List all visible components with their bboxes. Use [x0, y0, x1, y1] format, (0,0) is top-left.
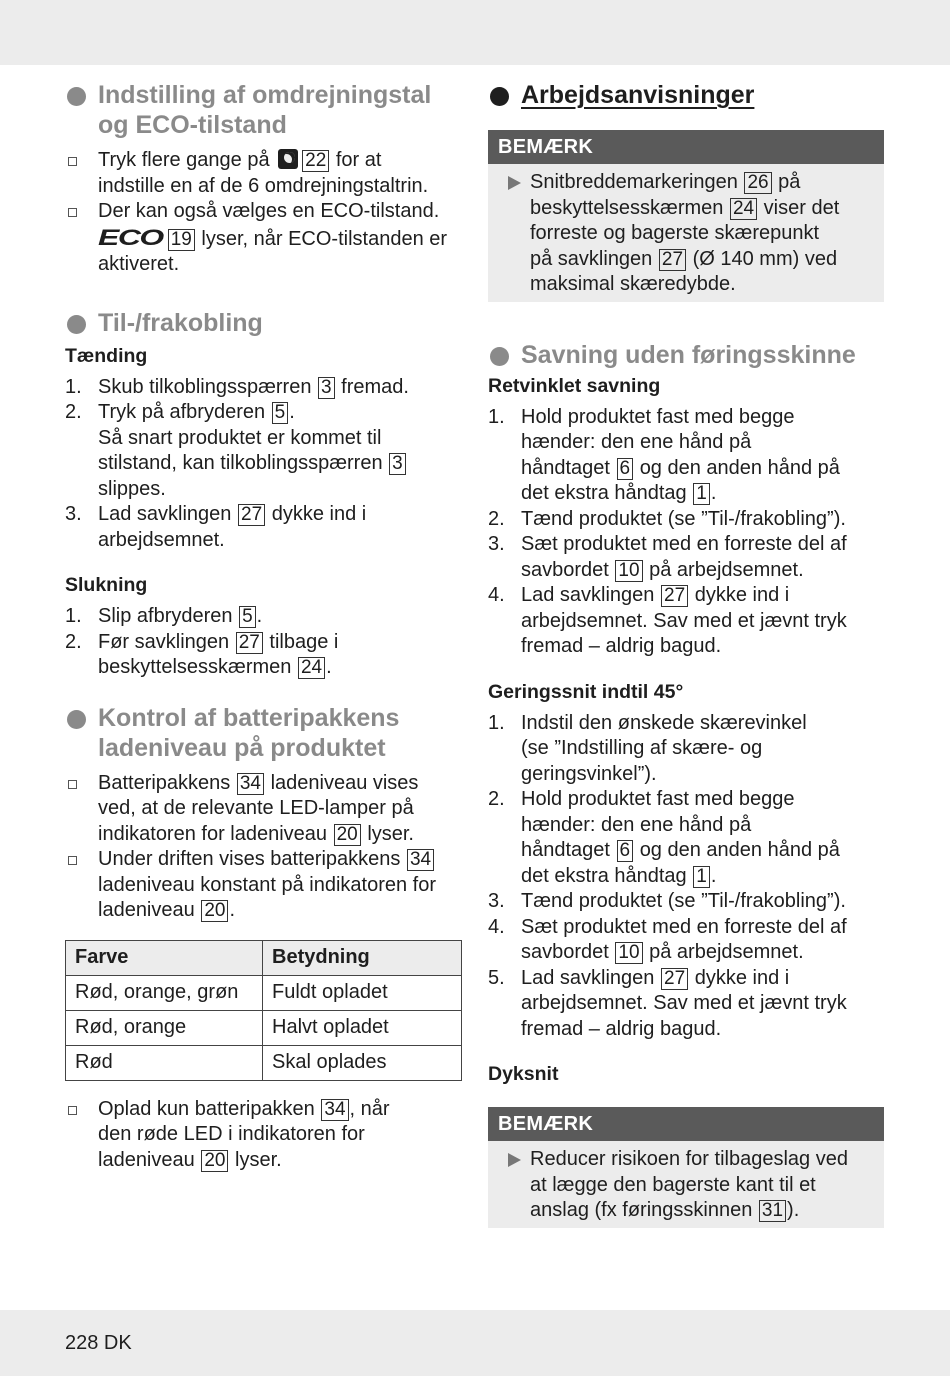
- section-heading-sawing-without-rail: Savning uden føringsskinne: [488, 340, 884, 370]
- part-reference: 22: [302, 150, 329, 172]
- list-item: Batteripakkens 34 ladeniveau vises ved, at de relevante LED-lamper på indikatoren for ladeniveau 20 lyser.: [65, 771, 463, 848]
- table-header-cell: Farve: [66, 940, 263, 975]
- right-column: [488, 80, 884, 1228]
- arrow-right-icon: [508, 176, 521, 190]
- section-heading-battery-level: Kontrol af batteripakkens ladeniveau på produktet: [65, 703, 463, 763]
- checkbox-square-icon: [68, 856, 77, 865]
- part-reference: 34: [237, 773, 264, 795]
- note-box: [488, 130, 884, 302]
- bullet-dot-icon: [490, 347, 509, 366]
- table-header-row: [66, 940, 462, 975]
- subheading-switch-on: Tænding: [65, 344, 148, 367]
- part-reference: 1: [693, 866, 710, 888]
- bullet-dot-icon: [67, 87, 86, 106]
- footer-band: [0, 1310, 950, 1376]
- part-reference: 6: [617, 840, 634, 862]
- section-heading-rpm-eco: Indstilling af omdrejningstal og ECO-tilstand: [65, 80, 463, 140]
- table-row: [66, 1010, 462, 1045]
- part-reference: 31: [759, 1200, 786, 1222]
- table-cell: Rød, orange: [66, 1010, 263, 1045]
- page-number: 228 DK: [65, 1332, 132, 1354]
- table-cell: Halvt opladet: [263, 1010, 462, 1045]
- list-item: 1. Skub tilkoblingsspærren 3 fremad.: [65, 375, 409, 398]
- arrow-right-icon: [508, 1153, 521, 1167]
- table-row: [66, 975, 462, 1010]
- subheading-plunge-cut: Dyksnit: [488, 1063, 559, 1085]
- list-item: Oplad kun batteripakken 34 , når den røde LED i indikatoren for ladeniveau 20 lyser.: [65, 1097, 463, 1174]
- checkbox-square-icon: [68, 208, 77, 217]
- list-item: Under driften vises batteripakkens 34 ladeniveau konstant på indikatoren for ladeniveau 20 .: [65, 847, 463, 924]
- note-item: Reducer risikoen for tilbageslag ved at lægge den bagerste kant til et anslag (fx føringsskinnen 31 ).: [498, 1147, 876, 1224]
- bullet-dot-icon: [67, 315, 86, 334]
- note-header: BEMÆRK: [488, 130, 884, 164]
- table-cell: Skal oplades: [263, 1045, 462, 1080]
- list-item: 3. Tænd produktet (se ”Til-/frakobling”).: [488, 890, 846, 912]
- part-reference: 6: [617, 458, 634, 480]
- battery-level-table: [65, 940, 462, 1081]
- checkbox-square-icon: [68, 157, 77, 166]
- list-item: 1. Indstil den ønskede skærevinkel (se ”Indstilling af skære- og geringsvinkel”).: [488, 711, 807, 785]
- part-reference: 26: [744, 172, 771, 194]
- eco-icon: ECO: [98, 224, 163, 250]
- list-item: 4. Sæt produktet med en forreste del af savbordet 10 på arbejdsemnet.: [488, 915, 847, 963]
- part-reference: 34: [321, 1099, 348, 1121]
- part-reference: 27: [661, 968, 688, 990]
- table-row: [66, 1045, 462, 1080]
- list-item: 2. Tænd produktet (se ”Til-/frakobling”).: [488, 507, 846, 530]
- subheading-switch-off: Slukning: [65, 574, 148, 596]
- part-reference: 27: [659, 249, 686, 271]
- list-item: 2. Tryk på afbryderen 5 . Så snart produktet er kommet til stilstand, kan tilkoblingsspærren 3 slippes.: [65, 400, 463, 502]
- checkbox-square-icon: [68, 780, 77, 789]
- part-reference: 5: [239, 606, 256, 628]
- list-item: 4. Lad savklingen 27 dykke ind i arbejdsemnet. Sav med et jævnt tryk fremad – aldrig bagud.: [488, 584, 847, 657]
- table-cell: Fuldt opladet: [263, 975, 462, 1010]
- list-item: 3. Lad savklingen 27 dykke ind i arbejdsemnet.: [65, 503, 367, 551]
- subheading-right-angle: Retvinklet savning: [488, 374, 661, 397]
- list-item: 2. Før savklingen 27 tilbage i beskyttelsesskærmen 24 .: [65, 630, 339, 678]
- part-reference: 24: [730, 198, 757, 220]
- note-box: [488, 1107, 884, 1228]
- table-cell: Rød, orange, grøn: [66, 975, 263, 1010]
- part-reference: 27: [661, 585, 688, 607]
- bullet-dot-icon: [67, 710, 86, 729]
- list-item: 2. Hold produktet fast med begge hænder: den ene hånd på håndtaget 6 og den anden hånd på det ekstra håndtag 1 .: [488, 788, 840, 887]
- list-item: 1. Slip afbryderen 5 .: [65, 605, 263, 627]
- list-item: Der kan også vælges en ECO-tilstand. ECO 19 lyser, når ECO-tilstanden er aktiveret.: [65, 199, 463, 278]
- bullet-dot-icon: [490, 87, 509, 106]
- table-header-cell: Betydning: [263, 940, 462, 975]
- section-heading-on-off: Til-/frakobling: [65, 308, 463, 338]
- list-item: Tryk flere gange på 22 for at indstille en af de 6 omdrejningstaltrin.: [65, 148, 463, 199]
- list-item: 5. Lad savklingen 27 dykke ind i arbejdsemnet. Sav med et jævnt tryk fremad – aldrig bagud.: [488, 966, 847, 1040]
- part-reference: 20: [201, 1150, 228, 1172]
- list-item: 3. Sæt produktet med en forreste del af savbordet 10 på arbejdsemnet.: [488, 533, 847, 581]
- top-band: [0, 0, 950, 65]
- part-reference: 10: [615, 560, 642, 582]
- section-heading-work-instructions: Arbejdsanvisninger: [488, 80, 884, 110]
- subheading-mitre-cut: Geringssnit indtil 45°: [488, 680, 684, 703]
- part-reference: 20: [201, 900, 228, 922]
- part-reference: 3: [318, 377, 335, 399]
- note-item: Snitbreddemarkeringen 26 på beskyttelsesskærmen 24 viser det forreste og bagerste skærepunkt på savklingen 27 (Ø 140 mm) ved maksimal skæredybde.: [498, 170, 876, 298]
- part-reference: 10: [615, 942, 642, 964]
- part-reference: 1: [693, 483, 710, 505]
- list-item: 1. Hold produktet fast med begge hænder: den ene hånd på håndtaget 6 og den anden hånd på det ekstra håndtag 1 .: [488, 405, 840, 504]
- checkbox-square-icon: [68, 1106, 77, 1115]
- part-reference: 27: [236, 632, 263, 654]
- part-reference: 19: [168, 229, 195, 251]
- part-reference: 24: [298, 657, 325, 679]
- speed-mode-icon: [278, 149, 298, 169]
- part-reference: 34: [407, 849, 434, 871]
- part-reference: 27: [238, 504, 265, 526]
- note-header: BEMÆRK: [488, 1107, 884, 1141]
- left-column: [65, 80, 463, 1173]
- part-reference: 5: [272, 402, 289, 424]
- part-reference: 20: [334, 824, 361, 846]
- table-cell: Rød: [66, 1045, 263, 1080]
- part-reference: 3: [389, 453, 406, 475]
